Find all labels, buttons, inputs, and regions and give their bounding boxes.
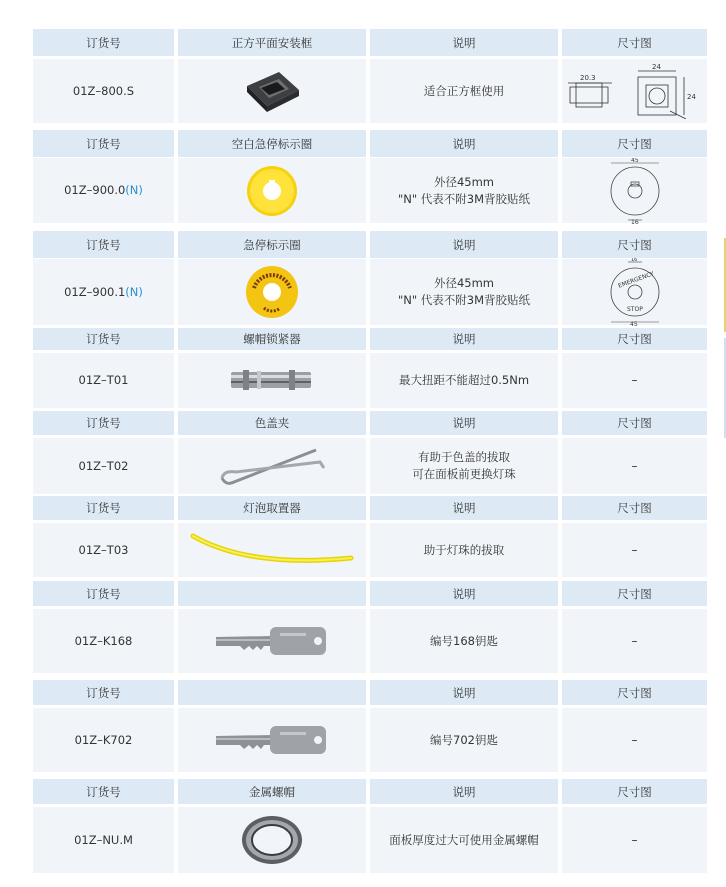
product-row (33, 59, 707, 123)
order-code: 01Z–T01 (78, 373, 129, 387)
product-row (33, 259, 707, 325)
description-cell (370, 158, 558, 223)
header-row (33, 581, 707, 606)
description-line: 适合正方框使用 (423, 83, 505, 98)
description-header: 说明 (370, 779, 558, 804)
ring-dimension-drawing (604, 158, 666, 224)
product-name-header: 金属螺帽 (178, 779, 366, 804)
header-row (33, 328, 707, 350)
product-photo-cell (178, 158, 366, 223)
description-header: 说明 (370, 581, 558, 606)
dimension-header: 尺寸图 (562, 231, 707, 258)
order-code-cell (33, 807, 174, 873)
header-row (33, 130, 707, 157)
product-photo-cell (178, 59, 366, 123)
order-code-cell (33, 609, 174, 673)
description-line: 编号168钥匙 (430, 633, 498, 648)
order-code: 01Z–900.0 (64, 183, 126, 197)
description-cell (370, 438, 558, 494)
ring-inner-label: 16 (630, 218, 639, 224)
product-name-header: 色盖夹 (178, 411, 366, 435)
metal-nut-icon (237, 812, 307, 868)
no-drawing-dash: – (631, 373, 638, 387)
order-code-cell (33, 59, 174, 123)
estop-top-label: EMERGENCY (616, 270, 655, 290)
dimension-header: 尺寸图 (562, 680, 707, 705)
description-line: 有助于色盖的拔取 (418, 450, 510, 464)
nut-tightener-icon (229, 366, 315, 396)
dimension-header: 尺寸图 (562, 496, 707, 520)
dimension-header: 尺寸图 (562, 581, 707, 606)
description-cell (370, 523, 558, 577)
dimension-header: 尺寸图 (562, 130, 707, 157)
description-header: 说明 (370, 411, 558, 435)
estop-dimension-drawing (604, 258, 666, 326)
description-header: 说明 (370, 231, 558, 258)
order-code-cell (33, 353, 174, 408)
order-no-header: 订货号 (33, 411, 174, 435)
order-code: 01Z–900.1 (64, 284, 126, 299)
order-code-suffix: (N) (125, 284, 143, 299)
order-code-cell (33, 438, 174, 494)
ring-outer-label: 45 (630, 157, 639, 164)
description-header: 说明 (370, 130, 558, 157)
description-line: "N" 代表不附3M背胶贴纸 (397, 293, 531, 307)
key-icon (214, 624, 330, 658)
dimension-cell (562, 438, 707, 494)
order-code: 01Z–K702 (74, 732, 133, 747)
dimension-header: 尺寸图 (562, 29, 707, 56)
order-no-header: 订货号 (33, 231, 174, 258)
dimension-header: 尺寸图 (562, 328, 707, 350)
order-code-cell (33, 259, 174, 325)
product-photo-cell (178, 353, 366, 408)
estop-label-ring-icon (244, 264, 300, 320)
order-code: 01Z–800.S (72, 83, 135, 98)
order-no-header: 订货号 (33, 496, 174, 520)
order-no-header: 订货号 (33, 779, 174, 804)
description-line: 面板厚度过大可使用金属螺帽 (389, 832, 539, 847)
estop-bottom-label: STOP (626, 306, 643, 313)
product-photo-cell (178, 438, 366, 494)
dimension-cell (562, 708, 707, 772)
description-header: 说明 (370, 29, 558, 56)
frame-height-label: 24 (686, 93, 696, 101)
order-no-header: 订货号 (33, 29, 174, 56)
product-name-header: 急停标示圈 (178, 231, 366, 258)
order-code: 01Z–T03 (78, 542, 129, 557)
description-cell (370, 708, 558, 772)
dimension-cell (562, 59, 707, 123)
header-row (33, 29, 707, 56)
header-row (33, 779, 707, 804)
header-row (33, 680, 707, 705)
no-drawing-dash: – (631, 458, 638, 473)
description-header: 说明 (370, 680, 558, 705)
product-photo-cell (178, 609, 366, 673)
product-photo-cell (178, 523, 366, 577)
estop-outer-label: 45 (629, 321, 638, 326)
dimension-cell (562, 609, 707, 673)
order-no-header: 订货号 (33, 680, 174, 705)
header-row (33, 411, 707, 435)
description-line: 外径45mm (433, 174, 495, 189)
order-code-cell (33, 708, 174, 772)
dimension-cell (562, 158, 707, 223)
description-cell (370, 259, 558, 325)
order-code: 01Z–K168 (74, 633, 133, 648)
no-drawing-dash: – (631, 542, 638, 557)
description-header: 说明 (370, 496, 558, 520)
dimension-cell (562, 353, 707, 408)
order-code-suffix: (N) (125, 183, 143, 197)
cap-tweezer-icon (216, 444, 328, 488)
description-line: 助于灯珠的拔取 (423, 542, 505, 557)
bulb-extractor-icon (189, 528, 355, 572)
product-row (33, 353, 707, 408)
product-name-header: 空白急停标示圈 (178, 130, 366, 157)
order-code-cell (33, 158, 174, 223)
no-drawing-dash: – (631, 633, 638, 648)
product-row (33, 438, 707, 494)
header-row (33, 496, 707, 520)
description-header: 说明 (370, 328, 558, 350)
order-no-header: 订货号 (33, 581, 174, 606)
square-mount-frame-icon (237, 66, 307, 116)
product-name-header (178, 680, 366, 705)
product-name-header: 螺帽锁紧器 (178, 328, 366, 350)
order-code-cell (33, 523, 174, 577)
dimension-cell (562, 523, 707, 577)
key-icon (214, 723, 330, 757)
dimension-cell (562, 259, 707, 325)
description-line: 可在面板前更换灯珠 (412, 467, 516, 481)
product-row (33, 609, 707, 673)
description-line: "N" 代表不附3M背胶贴纸 (397, 191, 531, 206)
frame-width-label: 24 (651, 63, 661, 71)
blank-estop-ring-icon (245, 164, 299, 218)
dimension-header: 尺寸图 (562, 779, 707, 804)
product-photo-cell (178, 708, 366, 772)
dimension-header: 尺寸图 (562, 411, 707, 435)
product-row (33, 708, 707, 772)
description-line: 最大扭距不能超过0.5Nm (398, 373, 530, 387)
product-row (33, 158, 707, 223)
description-cell (370, 353, 558, 408)
product-name-header (178, 581, 366, 606)
order-code: 01Z–NU.M (74, 832, 133, 847)
estop-inner-label: 16 (630, 258, 637, 263)
no-drawing-dash: – (631, 732, 638, 747)
description-cell (370, 807, 558, 873)
product-photo-cell (178, 807, 366, 873)
product-photo-cell (178, 259, 366, 325)
description-line: 编号702钥匙 (430, 732, 498, 747)
order-code: 01Z–T02 (78, 458, 129, 473)
description-cell (370, 59, 558, 123)
product-name-header: 正方平面安装框 (178, 29, 366, 56)
header-row (33, 231, 707, 258)
description-line: 外径45mm (433, 276, 495, 290)
no-drawing-dash: – (631, 832, 638, 847)
product-name-header: 灯泡取置器 (178, 496, 366, 520)
frame-dimension-drawing (566, 63, 704, 119)
dimension-cell (562, 807, 707, 873)
frame-depth-label: 20.3 (579, 74, 596, 82)
product-row (33, 523, 707, 577)
order-no-header: 订货号 (33, 328, 174, 350)
order-no-header: 订货号 (33, 130, 174, 157)
description-cell (370, 609, 558, 673)
product-row (33, 807, 707, 873)
